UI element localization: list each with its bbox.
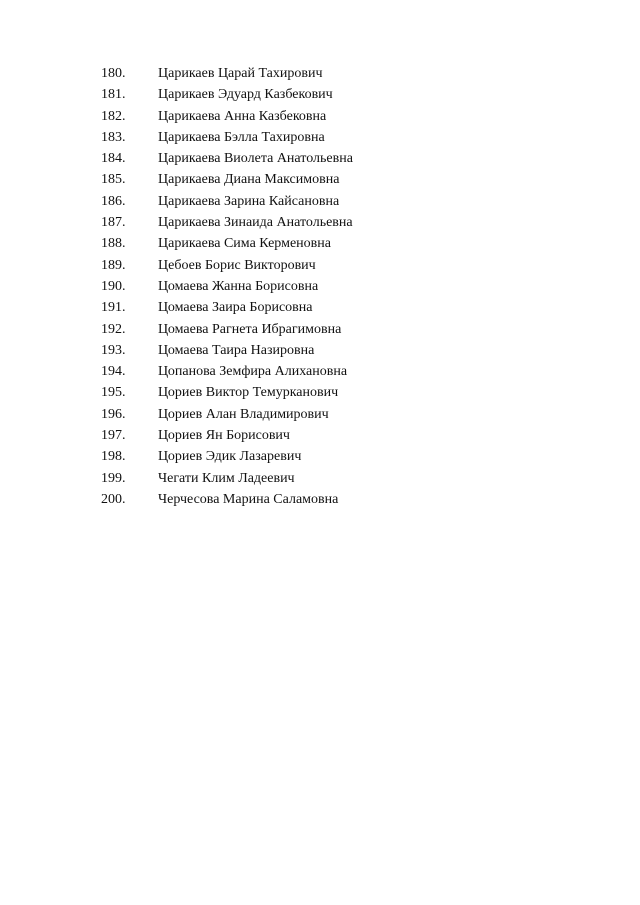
item-number: 191. [101,300,126,316]
person-name: Царикаева Виолета Анатольевна [158,151,353,167]
list-item [0,191,640,212]
name-list [0,63,640,510]
list-item [0,382,640,403]
list-item [0,468,640,489]
list-item [0,63,640,84]
list-item [0,84,640,105]
list-item [0,340,640,361]
item-number: 196. [101,406,126,422]
item-number: 183. [101,129,126,145]
person-name: Царикаева Бэлла Тахировна [158,129,325,145]
list-item [0,148,640,169]
person-name: Царикаева Зарина Кайсановна [158,193,340,209]
list-item [0,212,640,233]
person-name: Цомаева Жанна Борисовна [158,278,319,294]
item-number: 190. [101,278,126,294]
item-number: 193. [101,342,126,358]
person-name: Цориев Виктор Темурканович [158,385,339,401]
list-item [0,446,640,467]
person-name: Цомаева Заира Борисовна [158,300,313,316]
item-number: 187. [101,215,126,231]
list-item [0,319,640,340]
item-number: 180. [101,66,126,81]
person-name: Царикаева Сима Керменовна [158,236,331,252]
item-number: 194. [101,364,126,380]
person-name: Цопанова Земфира Алихановна [158,364,348,380]
item-number: 188. [101,236,126,252]
item-number: 200. [101,491,126,507]
item-number: 182. [101,108,126,124]
list-item [0,169,640,190]
person-name: Черчесова Марина Саламовна [158,491,339,507]
person-name: Чегати Клим Ладеевич [158,470,295,486]
list-item [0,404,640,425]
item-number: 186. [101,193,126,209]
person-name: Цомаева Рагнета Ибрагимовна [158,321,342,337]
person-name: Царикаева Диана Максимовна [158,172,340,188]
list-item [0,361,640,382]
item-number: 198. [101,449,126,465]
person-name: Царикаев Эдуард Казбекович [158,87,333,103]
item-number: 181. [101,87,126,103]
person-name: Царикаева Зинаида Анатольевна [158,215,353,231]
item-number: 184. [101,151,126,167]
list-item [0,425,640,446]
item-number: 185. [101,172,126,188]
list-item [0,127,640,148]
list-item [0,106,640,127]
person-name: Цомаева Таира Назировна [158,342,315,358]
list-item [0,297,640,318]
item-number: 195. [101,385,126,401]
person-name: Цориев Эдик Лазаревич [158,449,302,465]
person-name: Цориев Алан Владимирович [158,406,329,422]
list-item [0,233,640,254]
item-number: 199. [101,470,126,486]
person-name: Цориев Ян Борисович [158,428,290,444]
list-item [0,276,640,297]
list-item [0,255,640,276]
person-name: Царикаев Царай Тахирович [158,66,323,81]
person-name: Цебоев Борис Викторович [158,257,316,273]
item-number: 192. [101,321,126,337]
item-number: 189. [101,257,126,273]
list-item [0,489,640,510]
item-number: 197. [101,428,126,444]
person-name: Царикаева Анна Казбековна [158,108,327,124]
